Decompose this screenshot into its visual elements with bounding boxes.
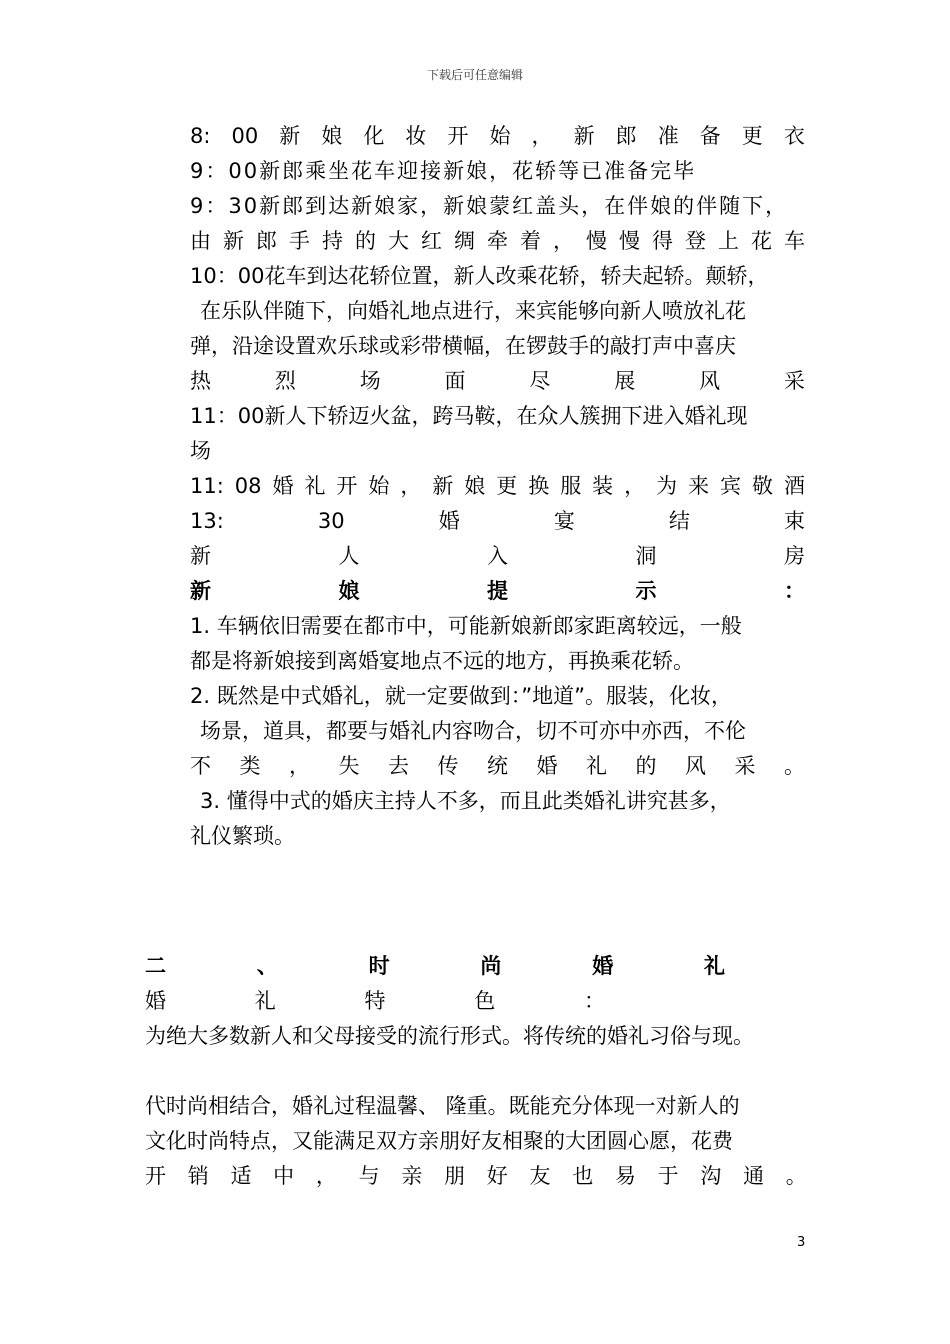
text-token: 婚 — [536, 754, 558, 778]
text-token: 始 — [489, 124, 511, 148]
text-token: 亲 — [401, 1164, 423, 1188]
text-token: 换 — [528, 474, 550, 498]
text-line — [190, 540, 805, 572]
text-token: 为 — [656, 474, 678, 498]
text-token: 销 — [187, 1164, 209, 1188]
text-token: 特 — [364, 989, 386, 1013]
text-token: 风 — [699, 369, 721, 393]
text-token: 通 — [743, 1164, 765, 1188]
text-token: 绸 — [454, 229, 475, 253]
text-token: ， — [400, 474, 422, 498]
text-token: 传 — [437, 754, 459, 778]
text-token: 备 — [699, 124, 721, 148]
text-token: 开 — [145, 1164, 166, 1188]
text-token: 结 — [668, 509, 690, 533]
text-token: 牵 — [487, 229, 508, 253]
text-token: 礼 — [586, 754, 607, 778]
text-token: 时 — [368, 954, 390, 978]
feature-heading — [145, 985, 605, 1017]
page-number: 3 — [797, 1235, 806, 1250]
text-token: 车 — [784, 229, 805, 253]
text-token: 不 — [190, 754, 211, 778]
text-token: 中 — [273, 1164, 295, 1188]
text-token: ， — [315, 1164, 337, 1188]
text-token: 礼 — [703, 954, 725, 978]
text-token: 登 — [685, 229, 706, 253]
text-token: 风 — [685, 754, 706, 778]
text-token: 洞 — [635, 544, 657, 568]
text-line — [190, 750, 805, 782]
text-token: 宴 — [553, 509, 575, 533]
text-token: 衣 — [783, 124, 805, 148]
text-token: 去 — [388, 754, 409, 778]
text-token: 娘 — [464, 474, 486, 498]
text-line: 场景，道具，都要与婚礼内容吻合，切不可亦中亦西，不伦 — [200, 719, 746, 743]
text-token: ： — [784, 579, 805, 603]
text-token: 也 — [572, 1164, 594, 1188]
text-token: 开 — [336, 474, 358, 498]
text-token: 新 — [190, 579, 211, 603]
text-token: 着 — [520, 229, 541, 253]
text-token: 准 — [657, 124, 679, 148]
text-token: 场 — [359, 369, 381, 393]
text-token: 得 — [652, 229, 673, 253]
text-token: 的 — [635, 754, 657, 778]
text-line: 文化时尚特点，又能满足双方亲朋好友相聚的大团圆心愿，花费 — [145, 1129, 733, 1153]
text-token: 婚 — [438, 509, 460, 533]
text-token: 娘 — [321, 124, 343, 148]
text-line — [190, 505, 805, 537]
text-line: 都是将新娘接到离婚宴地点不远的地方，再换乘花轿。 — [190, 649, 694, 673]
text-token: 与 — [358, 1164, 380, 1188]
text-token: 红 — [421, 229, 442, 253]
text-token: 失 — [338, 754, 360, 778]
text-token: 入 — [487, 544, 508, 568]
text-token: 娘 — [338, 579, 360, 603]
text-token: 更 — [496, 474, 518, 498]
text-token: 类 — [239, 754, 261, 778]
text-token: 尽 — [529, 369, 551, 393]
text-token: 沟 — [700, 1164, 722, 1188]
text-token: 上 — [718, 229, 739, 253]
text-token: 烈 — [274, 369, 296, 393]
text-token: 郎 — [256, 229, 277, 253]
text-line: 场 — [190, 439, 211, 463]
text-token: 新 — [279, 124, 301, 148]
text-line: 9：00新郎乘坐花车迎接新娘，花轿等已准备完毕 — [190, 159, 697, 183]
text-line: 代时尚相结合，婚礼过程温馨、 隆重。既能充分体现一对新人的 — [145, 1094, 740, 1118]
text-token: 色 — [474, 989, 496, 1013]
text-line: 在乐队伴随下，向婚礼地点进行，来宾能够向新人喷放礼花 — [200, 299, 746, 323]
text-line — [145, 1160, 807, 1192]
text-token: 统 — [487, 754, 508, 778]
text-token: 的 — [355, 229, 376, 253]
text-token: 来 — [688, 474, 710, 498]
text-token: 新 — [190, 544, 211, 568]
text-token: 热 — [190, 369, 211, 393]
text-token: 8: — [190, 124, 211, 148]
text-token: ， — [624, 474, 646, 498]
text-token: 适 — [230, 1164, 252, 1188]
text-token: 于 — [657, 1164, 679, 1188]
text-token: 展 — [614, 369, 636, 393]
text-token: 友 — [529, 1164, 551, 1188]
text-line — [190, 365, 805, 397]
text-token: ： — [584, 989, 605, 1013]
text-token: 好 — [486, 1164, 508, 1188]
text-token: 房 — [784, 544, 805, 568]
text-line: 弹，沿途设置欢乐球或彩带横幅，在锣鼓手的敲打声中喜庆 — [190, 334, 736, 358]
text-token: 开 — [447, 124, 469, 148]
text-token: 新 — [573, 124, 595, 148]
text-token: 30 — [317, 509, 345, 533]
text-token: 易 — [614, 1164, 636, 1188]
text-token: 始 — [368, 474, 390, 498]
text-line: 10：00花车到达花轿位置，新人改乘花轿，轿夫起轿。颠轿， — [190, 264, 769, 288]
text-line: 11：00新人下轿迈火盆，跨马鞍，在众人簇拥下进入婚礼现 — [190, 404, 748, 428]
text-line: 3. 懂得中式的婚庆主持人不多，而且此类婚礼讲究甚多， — [200, 789, 731, 813]
text-token: 采 — [783, 369, 805, 393]
text-token: 。 — [785, 1164, 807, 1188]
text-token: 慢 — [586, 229, 607, 253]
text-token: 示 — [635, 579, 657, 603]
text-token: 郎 — [615, 124, 637, 148]
text-token: 花 — [751, 229, 772, 253]
text-token: 手 — [289, 229, 310, 253]
text-line — [190, 225, 805, 257]
text-token: 婚 — [592, 954, 614, 978]
text-token: 束 — [784, 509, 805, 533]
text-token: 大 — [388, 229, 409, 253]
text-token: 、 — [256, 954, 278, 978]
text-token: 00 — [231, 124, 259, 148]
text-token: 13: — [190, 509, 224, 533]
text-line: 为绝大多数新人和父母接受的流行形式。将传统的婚礼习俗与现。 — [145, 1024, 754, 1048]
section-heading — [145, 950, 725, 982]
text-token: 采 — [734, 754, 756, 778]
text-token: 妆 — [405, 124, 427, 148]
text-token: 提 — [487, 579, 508, 603]
text-token: 酒 — [783, 474, 805, 498]
text-line: 礼仪繁琐。 — [190, 824, 295, 848]
text-line — [190, 470, 805, 502]
text-token: 婚 — [145, 989, 166, 1013]
text-token: 新 — [432, 474, 454, 498]
text-token: 宾 — [720, 474, 742, 498]
text-line: 9：30新郎到达新娘家，新娘蒙红盖头，在伴娘的伴随下， — [190, 194, 789, 218]
text-token: 更 — [741, 124, 763, 148]
text-token: 慢 — [619, 229, 640, 253]
text-token: 新 — [223, 229, 244, 253]
text-token: 由 — [190, 229, 211, 253]
tips-heading — [190, 575, 805, 607]
text-token: 敬 — [752, 474, 773, 498]
text-token: 婚 — [272, 474, 294, 498]
text-token: 。 — [784, 754, 805, 778]
text-token: 11: — [190, 474, 224, 498]
text-token: 化 — [363, 124, 385, 148]
text-line: 2. 既然是中式婚礼，就一定要做到：”地道”。服装，化妆， — [190, 684, 732, 708]
text-token: 面 — [444, 369, 466, 393]
text-token: ， — [531, 124, 553, 148]
text-line: 1. 车辆依旧需要在都市中，可能新娘新郎家距离较远，一般 — [190, 614, 742, 638]
text-token: 装 — [592, 474, 614, 498]
text-token: 礼 — [304, 474, 326, 498]
text-token: 礼 — [254, 989, 276, 1013]
text-token: 朋 — [444, 1164, 466, 1188]
page-header: 下载后可任意编辑 — [426, 68, 523, 82]
text-token: 人 — [338, 544, 360, 568]
text-token: 持 — [322, 229, 343, 253]
text-token: 尚 — [480, 954, 502, 978]
text-token: ， — [553, 229, 574, 253]
text-token: ， — [289, 754, 310, 778]
text-token: 08 — [234, 474, 262, 498]
text-line — [190, 120, 805, 152]
text-token: 二 — [145, 954, 166, 978]
text-token: 服 — [560, 474, 582, 498]
